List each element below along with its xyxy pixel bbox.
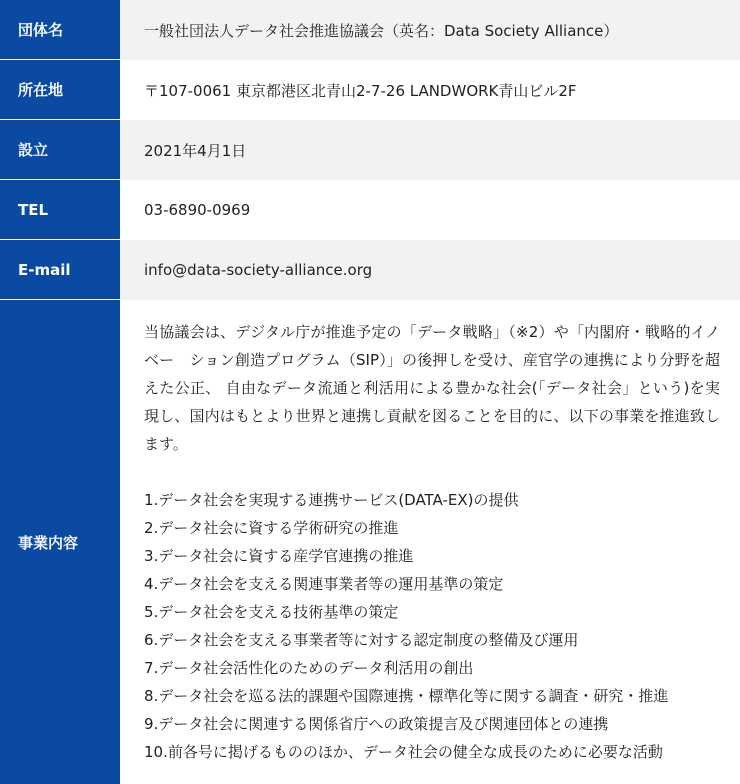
list-item: 6.データ社会を支える事業者等に対する認定制度の整備及び運用 [144, 631, 579, 649]
list-item: 9.データ社会に関連する関係省庁への政策提言及び関連団体との連携 [144, 715, 609, 733]
row-address [0, 60, 740, 120]
value-organization-name: 一般社団法人データ社会推進協議会（英名：Data Society Alliance） [120, 0, 740, 60]
label-organization-name: 団体名 [0, 0, 120, 60]
list-item: 8.データ社会を巡る法的課題や国際連携・標準化等に関する調査・研究・推進 [144, 687, 669, 705]
value-tel: 03-6890-0969 [120, 180, 740, 240]
spacer [144, 458, 720, 486]
label-email: E-mail [0, 240, 120, 300]
row-established [0, 120, 740, 180]
list-item: 3.データ社会に資する産学官連携の推進 [144, 547, 414, 565]
row-tel [0, 180, 740, 240]
list-item: 1.データ社会を実現する連携サービス(DATA-EX)の提供 [144, 491, 519, 509]
value-business [120, 300, 740, 784]
value-established: 2021年4月1日 [120, 120, 740, 180]
list-item: 4.データ社会を支える関連事業者等の運用基準の策定 [144, 575, 504, 593]
row-organization-name [0, 0, 740, 60]
list-item: 10.前各号に掲げるもののほか、データ社会の健全な成長のために必要な活動 [144, 743, 663, 761]
label-tel: TEL [0, 180, 120, 240]
value-address: 〒107-0061 東京都港区北青山2-7-26 LANDWORK青山ビル2F [120, 60, 740, 120]
business-list [144, 486, 720, 766]
list-item: 5.データ社会を支える技術基準の策定 [144, 603, 399, 621]
label-business: 事業内容 [0, 300, 120, 784]
label-established: 設立 [0, 120, 120, 180]
label-address: 所在地 [0, 60, 120, 120]
value-email: info@data-society-alliance.org [120, 240, 740, 300]
list-item: 7.データ社会活性化のためのデータ利活用の創出 [144, 659, 474, 677]
list-item: 2.データ社会に資する学術研究の推進 [144, 519, 399, 537]
business-intro: 当協議会は、デジタル庁が推進予定の「データ戦略」（※2）や「内閣府・戦略的イノベー ション創造プログラム（SIP）」の後押しを受け、産官学の連携により分野を超えた公正、 自由なデータ流通と利活用による豊かな社会(「データ社会」という)を実現し、国内はもとより世界と連携し貢献を図ることを目的に、以下の事業を推進致します。 [144, 323, 720, 453]
row-business [0, 300, 740, 784]
row-email [0, 240, 740, 300]
